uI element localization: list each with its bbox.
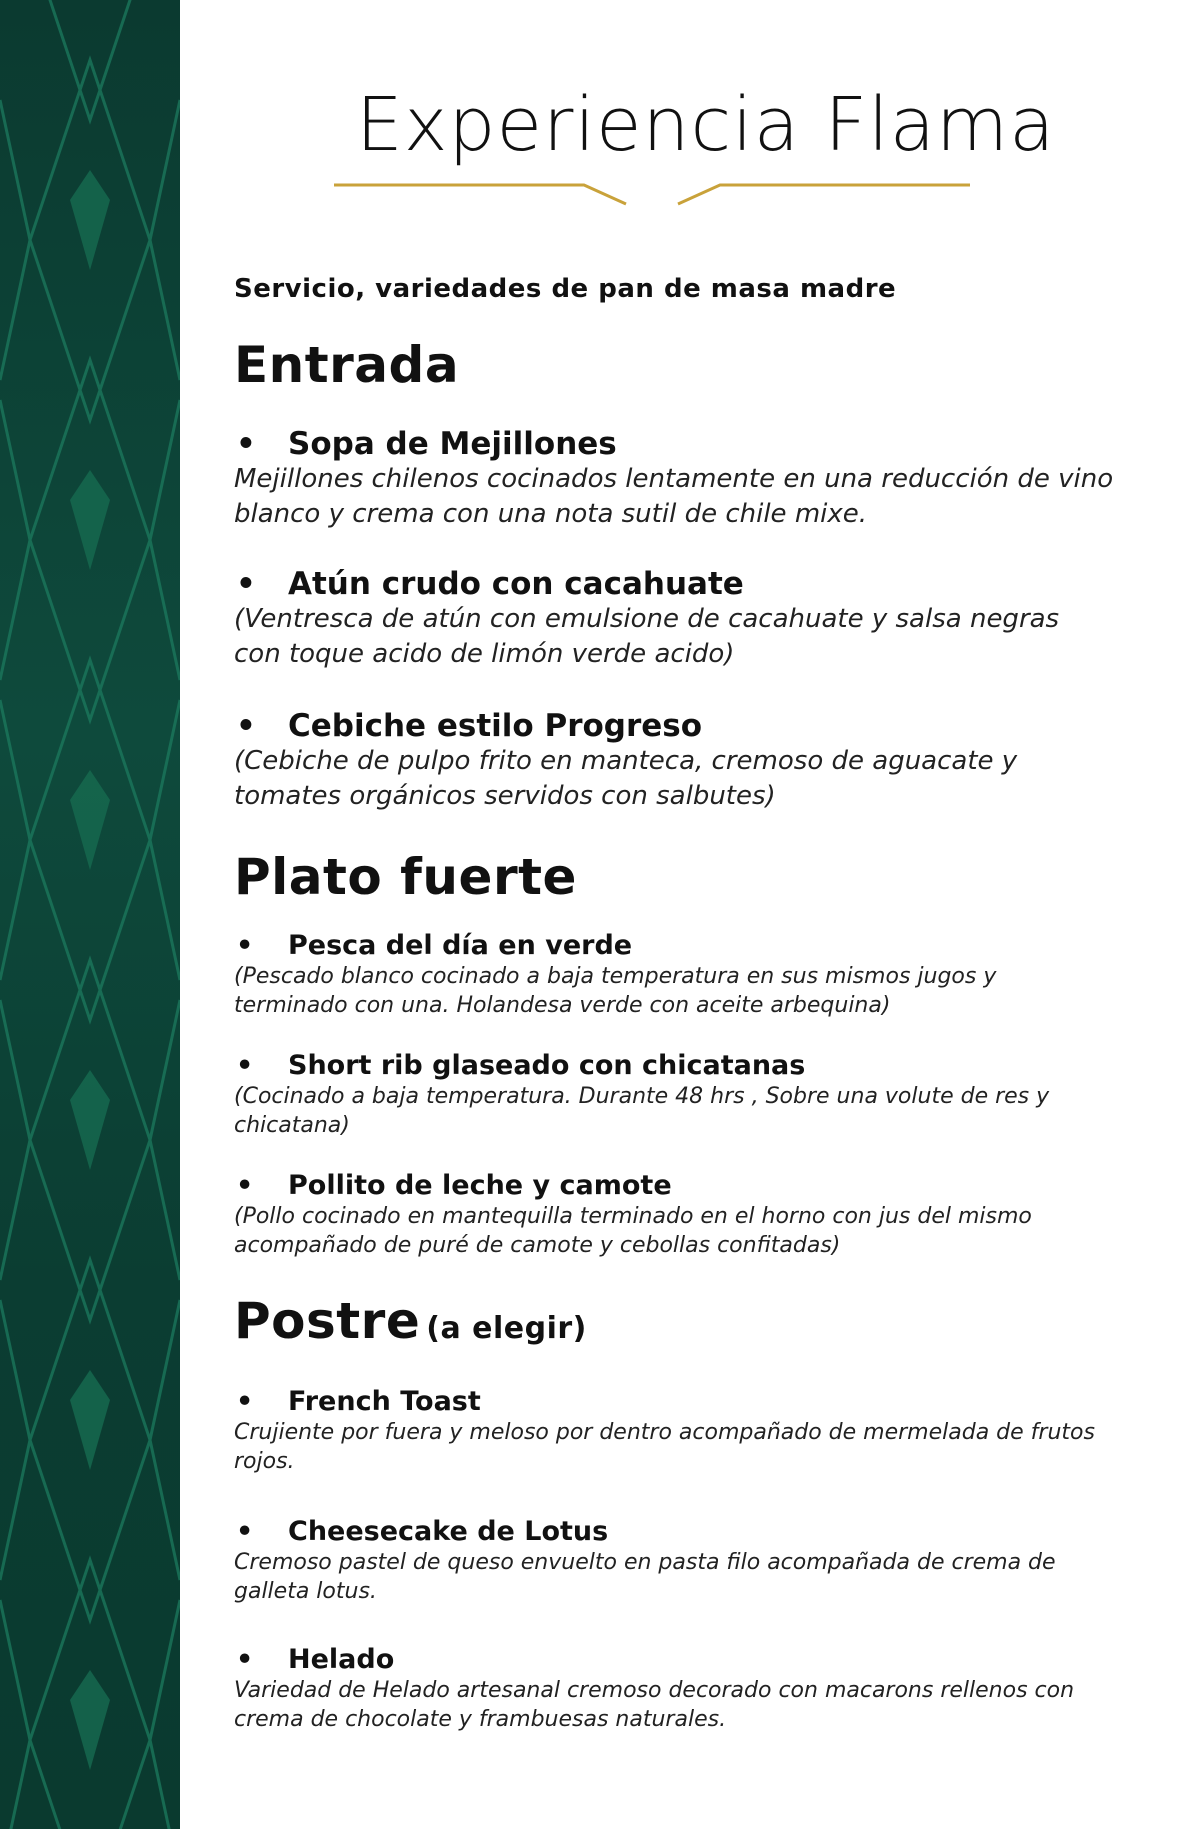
dish-name: French Toast [288,1386,481,1417]
section-title-text: Entrada [234,336,460,394]
dish-name: Short rib glaseado con chicatanas [288,1050,806,1081]
menu-item [234,566,1114,672]
dish-description: (Cebiche de pulpo frito en manteca, cremoso de aguacate y tomates orgánicos servidos con salbutes) [234,746,1018,811]
bullet-icon: • [236,1516,254,1547]
bullet-icon: • [236,1386,254,1417]
dish-description: Variedad de Helado artesanal cremoso decorado con macarons rellenos con crema de chocolate y frambuesas naturales. [234,1678,1075,1732]
bullet-icon: • [236,426,256,462]
bullet-icon: • [236,930,254,961]
dish-description: (Pollo cocinado en mantequilla terminado en el horno con jus del mismo acompañado de puré de camote y cebollas confitadas) [234,1204,1032,1258]
bullet-icon: • [236,708,256,744]
bullet-icon: • [236,1170,254,1201]
dish-name: Cheesecake de Lotus [288,1516,609,1547]
menu-item [234,930,1114,1020]
menu-item [234,426,1114,532]
bullet-icon: • [236,1050,254,1081]
dish-description: Crujiente por fuera y meloso por dentro acompañado de mermelada de frutos rojos. [234,1420,1095,1474]
dish-description: Cremoso pastel de queso envuelto en pasta filo acompañada de crema de galleta lotus. [234,1550,1056,1604]
dish-name: Pesca del día en verde [288,930,633,961]
section-title-plato-fuerte [234,848,577,906]
menu-item [234,1516,1114,1606]
section-title-text: Postre [234,1292,421,1350]
bullet-icon: • [236,1644,254,1675]
decorative-sidebar [0,0,180,1829]
dish-description: (Ventresca de atún con emulsione de cacahuate y salsa negras con toque acido de limón verde acido) [234,604,1060,669]
menu-item [234,708,1114,814]
dish-description: Mejillones chilenos cocinados lentamente en una reducción de vino blanco y crema con una nota sutil de chile mixe. [234,464,1114,529]
dish-name: Pollito de leche y camote [288,1170,672,1201]
menu-item [234,1386,1114,1476]
art-deco-pattern [0,0,180,1829]
dish-description: (Cocinado a baja temperatura. Durante 48 hrs , Sobre una volute de res y chicatana) [234,1084,1050,1138]
gold-divider-ornament [334,180,974,210]
dish-name: Cebiche estilo Progreso [288,708,703,744]
menu-title: Experiencia Flama [356,82,1056,168]
dish-description: (Pescado blanco cocinado a baja temperatura en sus mismos jugos y terminado con una. Holandesa verde con aceite arbequina) [234,964,997,1018]
section-title-postre [234,1292,587,1350]
dish-name: Atún crudo con cacahuate [288,566,744,602]
dish-name: Helado [288,1644,395,1675]
menu-item [234,1170,1114,1260]
menu-item [234,1644,1114,1734]
section-title-text: Plato fuerte [234,848,577,906]
section-subtitle: (a elegir) [426,1311,587,1346]
dish-name: Sopa de Mejillones [288,426,617,462]
section-title-entrada [234,336,459,394]
bullet-icon: • [236,566,256,602]
menu-item [234,1050,1114,1140]
intro-text: Servicio, variedades de pan de masa madre [234,274,897,304]
